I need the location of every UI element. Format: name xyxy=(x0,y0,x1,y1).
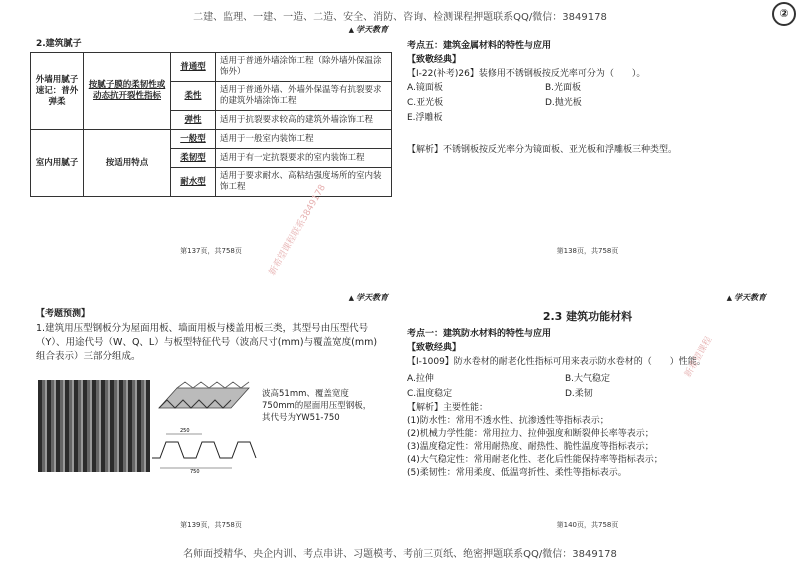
option-d: D.柔韧 xyxy=(565,389,593,399)
dim-label-a: 250 xyxy=(180,428,190,434)
watermark: 新希望课程联系3849178 xyxy=(267,183,328,278)
watermark: 新希望课程 xyxy=(683,335,715,380)
type-cell: 一般型 xyxy=(171,130,216,149)
option-d: D.抛光板 xyxy=(545,98,582,108)
type-cell: 耐水型 xyxy=(171,168,216,197)
desc-cell: 适用于要求耐水、高粘结强度场所的室内装饰工程 xyxy=(216,168,392,197)
topic-title: 考点一：建筑防水材料的特性与应用 xyxy=(407,329,552,339)
dim-label-b: 750 xyxy=(190,469,200,474)
option-c: C.温度稳定 xyxy=(407,389,453,399)
feature-cell: 按适用特点 xyxy=(84,130,171,197)
section-title: 2.建筑腻子 xyxy=(36,39,82,49)
page-number: 第140页，共758页 xyxy=(556,521,619,529)
page-number: 第138页，共758页 xyxy=(556,247,619,255)
desc-cell: 适用于有一定抗裂要求的室内装饰工程 xyxy=(216,149,392,168)
question-text: 【Ⅰ-22(补考)26】装修用不锈钢板按反光率可分为（ ）。 xyxy=(407,69,646,79)
type-cell: 弹性 xyxy=(171,111,216,130)
feature-cell: 按腻子膜的柔韧性或动态抗开裂性指标 xyxy=(84,53,171,130)
type-cell: 柔性 xyxy=(171,82,216,111)
deck-profile-drawing xyxy=(150,422,260,474)
analysis-line-1: (1)防水性：常用不透水性、抗渗透性等指标表示； xyxy=(407,416,609,426)
desc-cell: 适用于抗裂要求较高的建筑外墙涂饰工程 xyxy=(216,111,392,130)
analysis-line-5: (5)柔韧性：常用柔度、低温弯折性、柔性等指标表示。 xyxy=(407,468,627,478)
deck-3d-illustration xyxy=(155,378,253,418)
brand-logo: ▲ 学天教育 xyxy=(349,292,388,303)
putty-table xyxy=(30,52,392,197)
topic-title: 考点五：建筑金属材料的特性与应用 xyxy=(407,41,552,51)
type-cell: 柔韧型 xyxy=(171,149,216,168)
brand-logo: ▲ 学天教育 xyxy=(727,292,766,303)
question-text: 【Ⅰ-1009】防水卷材的耐老化性指标可用来表示防水卷材的（ ）性能。 xyxy=(407,357,706,367)
analysis-line-3: (3)温度稳定性：常用耐热度、耐热性、脆性温度等指标表示； xyxy=(407,442,654,452)
desc-cell: 适用于一般室内装饰工程 xyxy=(216,130,392,149)
bottom-banner: 名师面授精华、央企内训、考点串讲、习题模考、考前三页纸、绝密押题联系QQ/微信：3849178 xyxy=(183,549,617,560)
table-row xyxy=(31,130,392,149)
brand-logo: ▲ 学天教育 xyxy=(349,24,388,35)
desc-cell: 适用于普通外墙涂饰工程（除外墙外保温涂饰外） xyxy=(216,53,392,82)
desc-cell: 适用于普通外墙、外墙外保温等有抗裂要求的建筑外墙涂饰工程 xyxy=(216,82,392,111)
page-badge: ② xyxy=(772,2,796,26)
option-b: B.光面板 xyxy=(545,83,582,93)
table-row xyxy=(31,53,392,82)
slide-page-140 xyxy=(405,290,770,532)
analysis-text: 【解析】不锈钢板按反光率分为镜面板、亚光板和浮雕板三种类型。 xyxy=(407,145,678,155)
top-banner: 二建、监理、一建、一造、二造、安全、消防、咨询、检测课程押题联系QQ/微信：3849178 xyxy=(193,12,607,23)
option-b: B.大气稳定 xyxy=(565,374,611,384)
slide-page-138 xyxy=(405,28,770,258)
option-e: E.浮雕板 xyxy=(407,113,443,123)
analysis-line-2: (2)机械力学性能：常用拉力、拉伸强度和断裂伸长率等表示； xyxy=(407,429,654,439)
section-tag: 【致敬经典】 xyxy=(407,343,462,353)
slide-page-137 xyxy=(30,25,392,278)
steel-deck-text: 1.建筑用压型钢板分为屋面用板、墙面用板与楼盖用板三类，其型号由压型代号（Y）、用途代号（W、Q、L）与板型特征代号（波高尺寸(mm)与覆盖宽度(mm)组合表示）三部分组成。 xyxy=(36,323,378,362)
option-a: A.拉伸 xyxy=(407,374,434,384)
page-number: 第139页，共758页 xyxy=(180,521,242,529)
group-cell: 外墙用腻子速记：普外弹柔 xyxy=(31,53,84,130)
deck-caption: 波高51mm、覆盖宽度750mm的屋面用压型钢板，其代号为YW51-750 xyxy=(262,389,372,423)
option-c: C.亚光板 xyxy=(407,98,444,108)
analysis-line-4: (4)大气稳定性：常用耐老化性、老化后性能保持率等指标表示； xyxy=(407,455,663,465)
section-tag: 【致敬经典】 xyxy=(407,55,462,65)
page-number: 第137页，共758页 xyxy=(180,247,242,255)
slide-page-139 xyxy=(30,290,392,532)
type-cell: 普通型 xyxy=(171,53,216,82)
section-tag: 【考题预测】 xyxy=(36,309,91,319)
group-cell: 室内用腻子 xyxy=(31,130,84,197)
chapter-heading: 2.3 建筑功能材料 xyxy=(542,310,633,323)
option-a: A.镜面板 xyxy=(407,83,443,93)
steel-sheet-photo xyxy=(38,380,150,472)
analysis-title: 【解析】主要性能： xyxy=(407,403,489,413)
